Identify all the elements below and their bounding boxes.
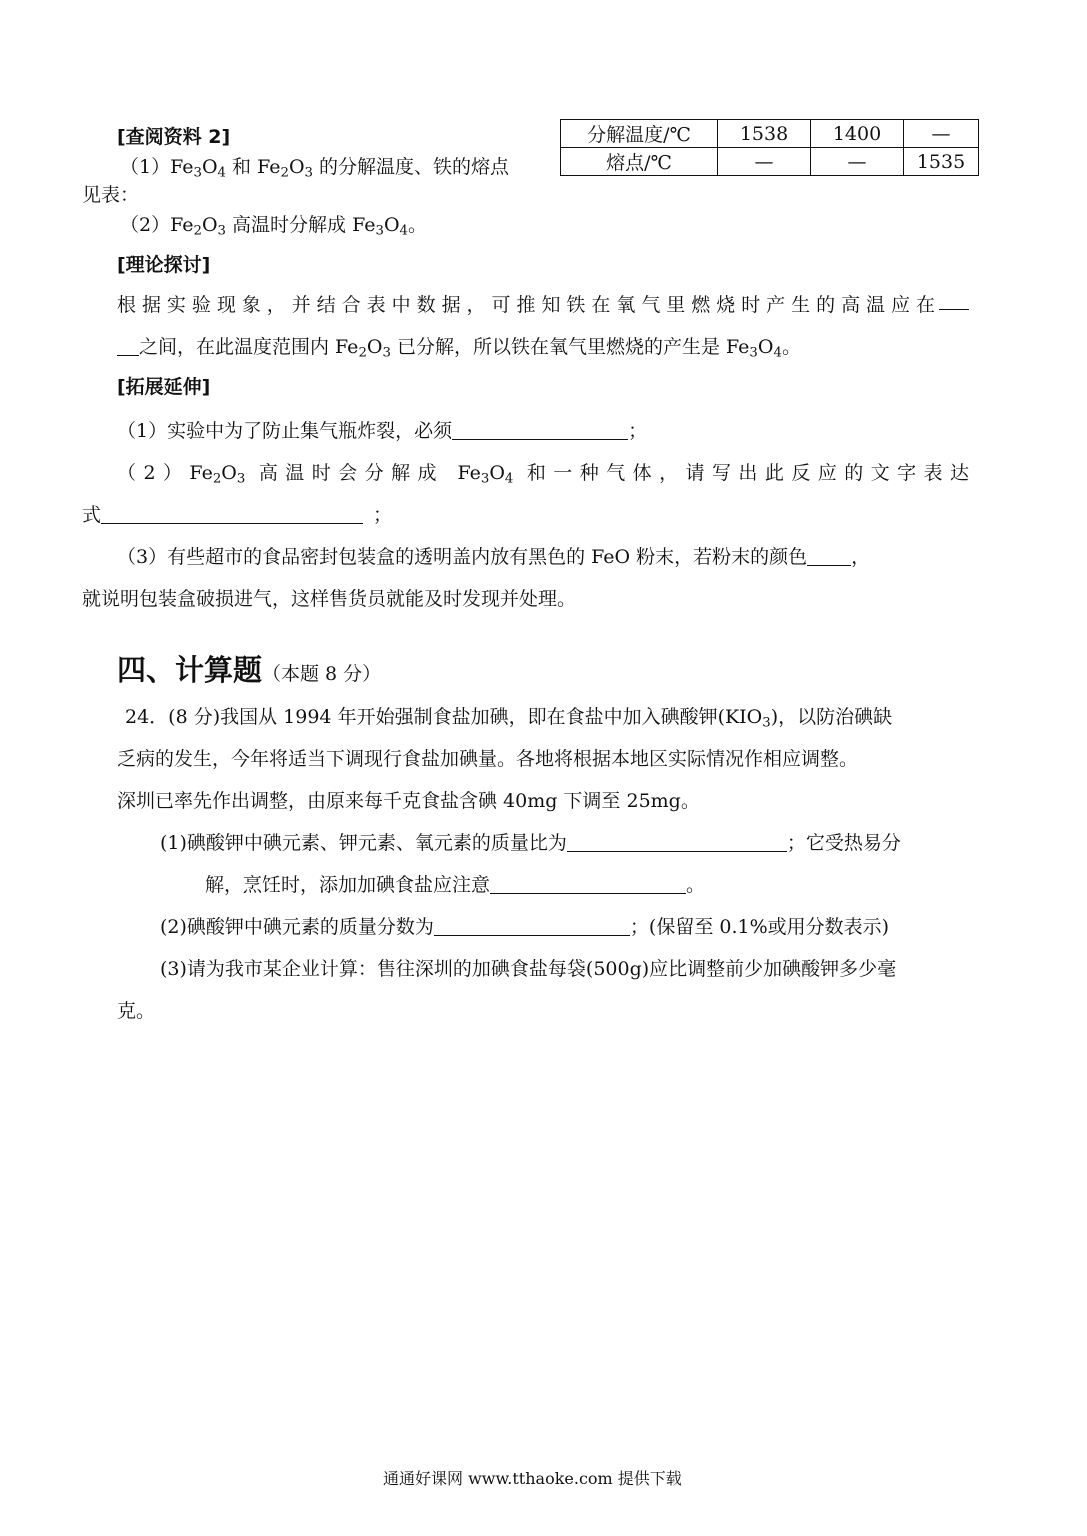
ref2-item1-cont: 见表：: [82, 184, 140, 206]
extend-q1: （1）实验中为了防止集气瓶炸裂，必须 ；: [117, 420, 648, 442]
table-cell: 熔点/℃: [561, 148, 718, 176]
table-cell: 1535: [904, 148, 979, 176]
temperature-table: [560, 119, 979, 176]
q24-line3: 深圳已率先作出调整，由原来每千克食盐含碘 40mg 下调至 25mg。: [117, 790, 700, 812]
extend-q3: （3）有些超市的食品密封包装盒的透明盖内放有黑色的 FeO 粉末，若粉末的颜色 ，: [117, 546, 871, 568]
q24-part1-cont: 解，烹饪时，添加加碘食盐应注意 。: [205, 874, 706, 896]
extend-q2-cont: 式 ；: [82, 504, 393, 526]
ref2-heading: [查阅资料 2]: [117, 126, 231, 148]
q24-part3: (3)请为我市某企业计算：售往深圳的加碘食盐每袋(500g)应比调整前少加碘酸钾多少毫: [160, 958, 897, 980]
table-row: [561, 148, 979, 176]
q24-line2: 乏病的发生，今年将适当下调现行食盐加碘量。各地将根据本地区实际情况作相应调整。: [117, 748, 859, 770]
theory-line1: 根据实验现象，并结合表中数据，可推知铁在氧气里燃烧时产生的高温应在: [117, 294, 935, 316]
q24-part2: (2)碘酸钾中碘元素的质量分数为 ；(保留至 0.1%或用分数表示): [160, 916, 890, 938]
extend-q2: $(2)Fe_2O_3$ 高温时会分解成 $Fe_3O_4$ 和一种气体，请写出此反应的文字表达: [117, 462, 970, 487]
theory-line2: 之间，在此温度范围内 $Fe_2O_3$ 已分解，所以铁在氧气里燃烧的产生是 $Fe_3O_4$。: [117, 332, 801, 360]
theory-heading: [理论探讨]: [117, 254, 211, 276]
table-cell: 1538: [718, 120, 811, 148]
extend-heading: [拓展延伸]: [117, 376, 211, 398]
extend-q3-cont: 就说明包装盒破损进气，这样售货员就能及时发现并处理。: [82, 588, 577, 610]
page-footer: 通通好课网 www.tthaoke.com 提供下载: [383, 1469, 682, 1488]
table-cell: —: [904, 120, 979, 148]
q24-part1: (1)碘酸钾中碘元素、钾元素、氧元素的质量比为 ；它受热易分: [160, 832, 901, 854]
ref2-item1: $(1)Fe_3O_4$ 和 $Fe_2O_3$ 的分解温度、铁的熔点: [120, 156, 510, 181]
q24-line1: 24．(8 分)我国从 1994 年开始强制食盐加碘，即在食盐中加入碘酸钾$(KIO_3)$，以防治碘缺: [125, 706, 893, 731]
table-cell: —: [718, 148, 811, 176]
table-row: [561, 120, 979, 148]
ref2-item2: $(2)Fe_2O_3$ 高温时分解成 $Fe_3O_4$。: [120, 214, 427, 239]
table-cell: —: [811, 148, 904, 176]
table-cell: 1400: [811, 120, 904, 148]
table-cell: 分解温度/℃: [561, 120, 718, 148]
theory-blank-a: [939, 290, 969, 312]
section-title: 四、计算题（本题 8 分）: [117, 653, 382, 687]
q24-part3-cont: 克。: [117, 1000, 156, 1022]
